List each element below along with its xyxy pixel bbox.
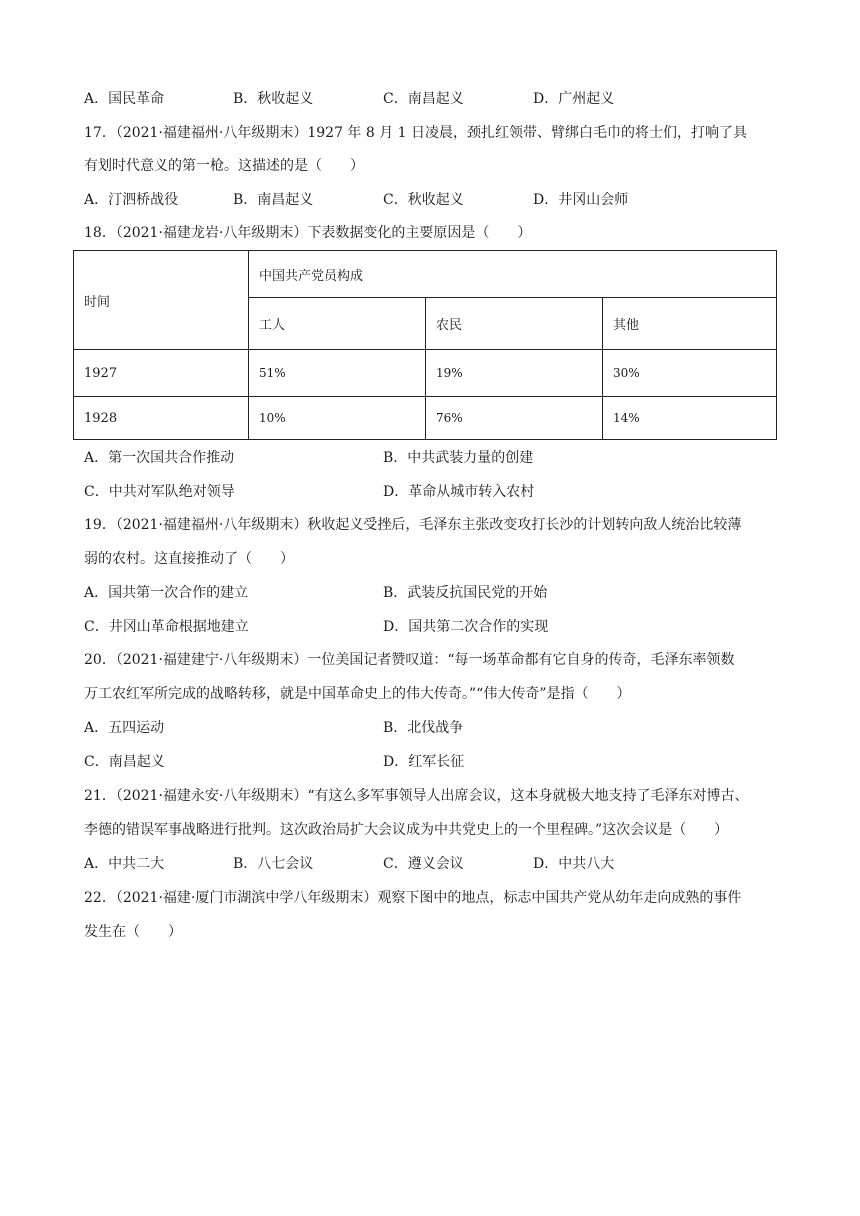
question-19-stem-line-1: 19．（2021·福建福州·八年级期末）秋收起义受挫后，毛泽东主张改变攻打长沙的计划转向敌人统治比较薄 bbox=[84, 517, 742, 533]
table-cell-year: 1928 bbox=[74, 397, 249, 440]
option-a: A．中共二大 bbox=[84, 856, 165, 872]
table-cell-value: 19% bbox=[426, 350, 603, 397]
option-d: D．广州起义 bbox=[533, 91, 615, 107]
option-d: D．井冈山会师 bbox=[533, 192, 629, 208]
question-21-stem-line-1: 21．（2021·福建永安·八年级期末）“有这么多军事领导人出席会议，这本身就极大地支持了毛泽东对博古、 bbox=[84, 788, 749, 804]
question-21-stem-line-2: 李德的错误军事战略进行批判。这次政治局扩大会议成为中共党史上的一个里程碑。”这次会议是（ ） bbox=[84, 822, 729, 838]
option-c: C．南昌起义 bbox=[383, 91, 464, 107]
table-cell-value: 10% bbox=[249, 397, 426, 440]
question-18-stem-line-1: 18．（2021·福建龙岩·八年级期末）下表数据变化的主要原因是（ ） bbox=[84, 225, 532, 241]
option-d: D．红军长征 bbox=[383, 754, 465, 770]
option-c: C．秋收起义 bbox=[383, 192, 464, 208]
table-header-farmers: 农民 bbox=[426, 298, 603, 350]
option-b: B．中共武装力量的创建 bbox=[383, 450, 534, 466]
option-d: D．中共八大 bbox=[533, 856, 615, 872]
option-a: A．国民革命 bbox=[84, 91, 165, 107]
question-22-stem-line-2: 发生在（ ） bbox=[84, 924, 182, 940]
question-17-stem-line-2: 有划时代意义的第一枪。这描述的是（ ） bbox=[84, 158, 364, 174]
option-d: D．国共第二次合作的实现 bbox=[383, 619, 549, 635]
option-c: C．遵义会议 bbox=[383, 856, 464, 872]
option-c: C．井冈山革命根据地建立 bbox=[84, 619, 249, 635]
option-b: B．秋收起义 bbox=[233, 91, 314, 107]
option-c: C．南昌起义 bbox=[84, 754, 165, 770]
table-cell-value: 51% bbox=[249, 350, 426, 397]
table-header-time: 时间 bbox=[74, 251, 249, 350]
question-20-stem-line-2: 万工农红军所完成的战略转移，就是中国革命史上的伟大传奇。”“伟大传奇”是指（ ） bbox=[84, 686, 631, 702]
table-header-group: 中国共产党员构成 bbox=[249, 251, 777, 298]
question-22-stem-line-1: 22．（2021·福建·厦门市湖滨中学八年级期末）观察下图中的地点，标志中国共产党从幼年走向成熟的事件 bbox=[84, 890, 742, 906]
table-cell-value: 30% bbox=[603, 350, 777, 397]
table-cell-value: 14% bbox=[603, 397, 777, 440]
option-a: A．第一次国共合作推动 bbox=[84, 450, 235, 466]
party-member-composition-table bbox=[73, 250, 777, 440]
option-a: A．汀泗桥战役 bbox=[84, 192, 179, 208]
option-b: B．南昌起义 bbox=[233, 192, 314, 208]
table-cell-year: 1927 bbox=[74, 350, 249, 397]
option-d: D．革命从城市转入农村 bbox=[383, 484, 535, 500]
option-b: B．北伐战争 bbox=[383, 720, 464, 736]
option-a: A．国共第一次合作的建立 bbox=[84, 585, 249, 601]
table-cell-value: 76% bbox=[426, 397, 603, 440]
question-20-stem-line-1: 20．（2021·福建建宁·八年级期末）一位美国记者赞叹道：“每一场革命都有它自身的传奇，毛泽东率领数 bbox=[84, 652, 735, 668]
table-header-others: 其他 bbox=[603, 298, 777, 350]
table-row bbox=[74, 397, 777, 440]
table-row bbox=[74, 350, 777, 397]
option-a: A．五四运动 bbox=[84, 720, 165, 736]
question-17-stem-line-1: 17．（2021·福建福州·八年级期末）1927 年 8 月 1 日凌晨，颈扎红领带、臂绑白毛巾的将士们，打响了具 bbox=[84, 125, 748, 141]
option-c: C．中共对军队绝对领导 bbox=[84, 484, 235, 500]
question-19-stem-line-2: 弱的农村。这直接推动了（ ） bbox=[84, 551, 294, 567]
option-b: B．八七会议 bbox=[233, 856, 314, 872]
option-b: B．武装反抗国民党的开始 bbox=[383, 585, 548, 601]
table-header-workers: 工人 bbox=[249, 298, 426, 350]
